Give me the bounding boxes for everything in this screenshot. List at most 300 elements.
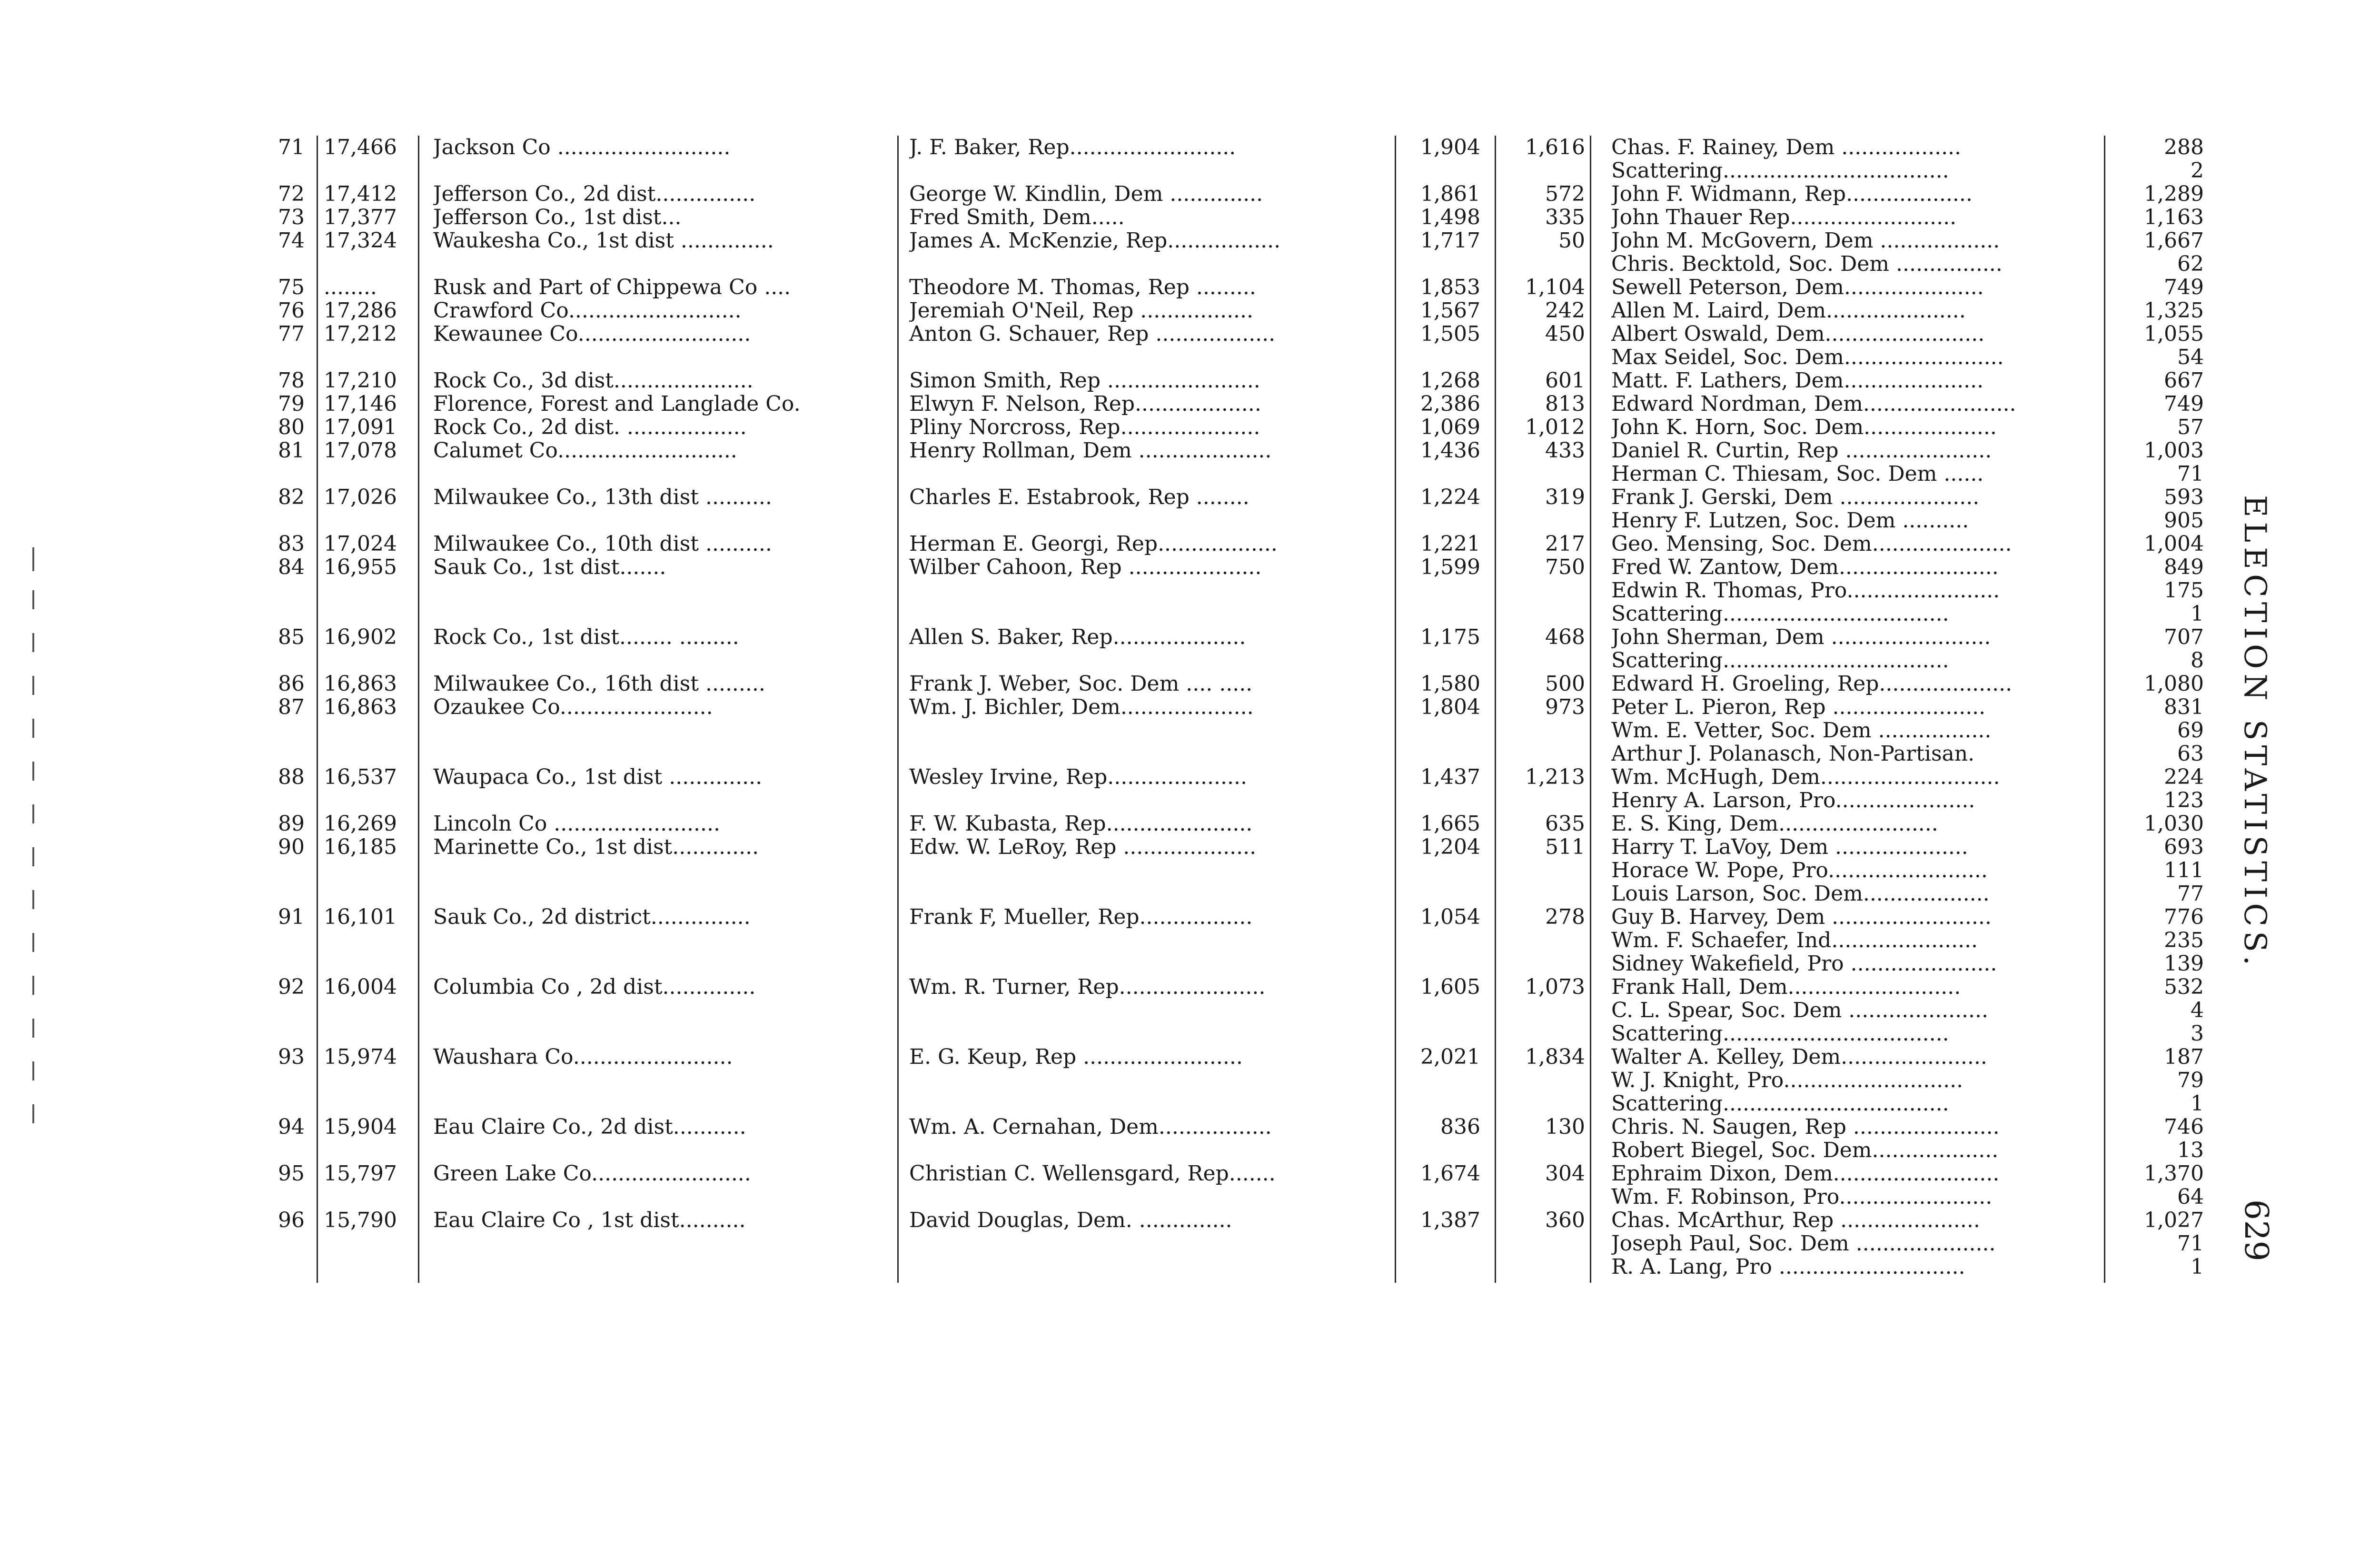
table-row xyxy=(0,392,2380,416)
votes-cell xyxy=(1399,649,1480,673)
opponent-cell: Henry F. Lutzen, Soc. Dem .......... xyxy=(1611,509,1969,533)
population-cell: 17,412 xyxy=(324,182,397,206)
plurality-cell: 433 xyxy=(1545,439,1585,463)
population-cell: 17,146 xyxy=(324,392,397,416)
elected-member-cell: Wilber Cahoon, Rep .................... xyxy=(909,555,1262,579)
rank-cell: 71 xyxy=(278,136,305,159)
opponent-votes-cell: 77 xyxy=(2177,882,2204,906)
votes-cell: 1,221 xyxy=(1420,532,1480,556)
table-row xyxy=(0,835,2380,859)
plurality-cell xyxy=(1504,252,1585,276)
population-cell xyxy=(324,719,409,743)
votes-cell xyxy=(1399,346,1480,369)
plurality-cell xyxy=(1504,929,1585,952)
votes-cell xyxy=(1399,999,1480,1022)
district-cell: Rock Co., 1st dist........ ......... xyxy=(433,625,739,649)
opponent-votes-cell: 288 xyxy=(2164,136,2204,159)
plurality-cell xyxy=(1504,462,1585,486)
table-row xyxy=(0,509,2380,533)
table-row xyxy=(0,625,2380,649)
plurality-cell xyxy=(1504,742,1585,766)
district-cell: Eau Claire Co., 2d dist........... xyxy=(433,1115,746,1139)
opponent-cell: Chas. McArthur, Rep ..................... xyxy=(1611,1209,1980,1232)
rank-cell xyxy=(267,1255,305,1279)
table-row xyxy=(0,579,2380,603)
opponent-cell: Scattering.................................. xyxy=(1611,159,1949,183)
rank-cell xyxy=(267,649,305,673)
district-cell xyxy=(433,789,890,813)
population-cell: 16,185 xyxy=(324,835,397,859)
table-row xyxy=(0,1185,2380,1209)
plurality-cell: 973 xyxy=(1545,695,1585,719)
rank-cell xyxy=(267,999,305,1022)
elected-member-cell: Christian C. Wellensgard, Rep....... xyxy=(909,1162,1276,1186)
district-cell xyxy=(433,159,890,183)
district-cell xyxy=(433,602,890,626)
elected-member-cell: Wm. A. Cernahan, Dem................. xyxy=(909,1115,1272,1139)
table-row xyxy=(0,322,2380,346)
rank-cell xyxy=(267,1022,305,1046)
elected-member-cell: Theodore M. Thomas, Rep ......... xyxy=(909,276,1256,299)
elected-member-cell xyxy=(909,462,1385,486)
elected-member-cell: Wesley Irvine, Rep..................... xyxy=(909,765,1247,789)
population-cell: 17,091 xyxy=(324,416,397,439)
votes-cell xyxy=(1399,602,1480,626)
opponent-votes-cell: 62 xyxy=(2177,252,2204,276)
opponent-votes-cell: 13 xyxy=(2177,1139,2204,1162)
opponent-votes-cell: 175 xyxy=(2164,579,2204,603)
opponent-cell: Scattering.................................. xyxy=(1611,1022,1949,1046)
opponent-cell: Walter A. Kelley, Dem...................... xyxy=(1611,1045,1987,1069)
votes-cell: 1,204 xyxy=(1420,835,1480,859)
plurality-cell xyxy=(1504,1232,1585,1256)
opponent-cell: John Thauer Rep......................... xyxy=(1611,206,1957,229)
plurality-cell: 635 xyxy=(1545,812,1585,836)
opponent-votes-cell: 54 xyxy=(2177,346,2204,369)
table-row xyxy=(0,695,2380,719)
elected-member-cell: E. G. Keup, Rep ........................ xyxy=(909,1045,1243,1069)
opponent-cell: Chas. F. Rainey, Dem .................. xyxy=(1611,136,1962,159)
district-cell xyxy=(433,742,890,766)
opponent-cell: Fred W. Zantow, Dem........................ xyxy=(1611,555,1999,579)
opponent-votes-cell: 593 xyxy=(2164,486,2204,509)
opponent-votes-cell: 235 xyxy=(2164,929,2204,952)
table-row xyxy=(0,1232,2380,1256)
opponent-cell: Max Seidel, Soc. Dem........................ xyxy=(1611,346,2004,369)
district-cell xyxy=(433,1069,890,1092)
table-row xyxy=(0,789,2380,813)
plurality-cell: 242 xyxy=(1545,299,1585,323)
rank-cell: 78 xyxy=(278,369,305,393)
rank-cell xyxy=(267,602,305,626)
elected-member-cell: Anton G. Schauer, Rep .................. xyxy=(909,322,1276,346)
table-row xyxy=(0,882,2380,906)
votes-cell xyxy=(1399,159,1480,183)
population-cell xyxy=(324,789,409,813)
opponent-cell: Frank J. Gerski, Dem ..................... xyxy=(1611,486,1980,509)
district-cell xyxy=(433,252,890,276)
plurality-cell xyxy=(1504,1022,1585,1046)
population-cell: 17,466 xyxy=(324,136,397,159)
opponent-votes-cell: 1,325 xyxy=(2144,299,2204,323)
opponent-votes-cell: 224 xyxy=(2164,765,2204,789)
opponent-cell: R. A. Lang, Pro ............................ xyxy=(1611,1255,1965,1279)
plurality-cell xyxy=(1504,579,1585,603)
votes-cell xyxy=(1399,1185,1480,1209)
population-cell: 16,004 xyxy=(324,975,397,999)
plurality-cell xyxy=(1504,159,1585,183)
votes-cell: 1,268 xyxy=(1420,369,1480,393)
population-cell xyxy=(324,649,409,673)
elected-member-cell: Jeremiah O'Neil, Rep ................. xyxy=(909,299,1254,323)
population-cell xyxy=(324,1022,409,1046)
rank-cell: 73 xyxy=(278,206,305,229)
opponent-votes-cell: 187 xyxy=(2164,1045,2204,1069)
plurality-cell xyxy=(1504,859,1585,882)
opponent-votes-cell: 1,030 xyxy=(2144,812,2204,836)
plurality-cell xyxy=(1504,1092,1585,1116)
elected-member-cell xyxy=(909,1069,1385,1092)
opponent-cell: Harry T. LaVoy, Dem .................... xyxy=(1611,835,1968,859)
opponent-cell: Edwin R. Thomas, Pro....................... xyxy=(1611,579,2000,603)
table-row xyxy=(0,206,2380,229)
plurality-cell xyxy=(1504,1255,1585,1279)
district-cell: Crawford Co.......................... xyxy=(433,299,742,323)
population-cell: 17,212 xyxy=(324,322,397,346)
opponent-votes-cell: 1,003 xyxy=(2144,439,2204,463)
elected-member-cell xyxy=(909,1255,1385,1279)
district-cell: Sauk Co., 2d district............... xyxy=(433,905,751,929)
elected-member-cell: Pliny Norcross, Rep..................... xyxy=(909,416,1260,439)
table-row xyxy=(0,859,2380,882)
district-cell: Jefferson Co., 2d dist............... xyxy=(433,182,756,206)
plurality-cell xyxy=(1504,999,1585,1022)
opponent-cell: Henry A. Larson, Pro..................... xyxy=(1611,789,1975,813)
elected-member-cell xyxy=(909,252,1385,276)
population-cell: 17,024 xyxy=(324,532,397,556)
plurality-cell: 450 xyxy=(1545,322,1585,346)
rank-cell: 76 xyxy=(278,299,305,323)
plurality-cell: 1,834 xyxy=(1525,1045,1585,1069)
district-cell: Lincoln Co ......................... xyxy=(433,812,720,836)
population-cell: 16,863 xyxy=(324,695,397,719)
population-cell: 15,974 xyxy=(324,1045,397,1069)
opponent-votes-cell: 111 xyxy=(2164,859,2204,882)
table-row xyxy=(0,812,2380,836)
elected-member-cell xyxy=(909,1232,1385,1256)
district-cell: Waukesha Co., 1st dist .............. xyxy=(433,229,774,253)
district-cell xyxy=(433,1255,890,1279)
opponent-cell: Wm. McHugh, Dem........................... xyxy=(1611,765,2000,789)
opponent-votes-cell: 776 xyxy=(2164,905,2204,929)
opponent-votes-cell: 79 xyxy=(2177,1069,2204,1092)
plurality-cell: 1,012 xyxy=(1525,416,1585,439)
elected-member-cell xyxy=(909,1185,1385,1209)
district-cell xyxy=(433,952,890,976)
district-cell xyxy=(433,1185,890,1209)
table-row xyxy=(0,1045,2380,1069)
votes-cell xyxy=(1399,1232,1480,1256)
opponent-cell: Edward H. Groeling, Rep.................... xyxy=(1611,672,2013,696)
rank-cell: 87 xyxy=(278,695,305,719)
rank-cell: 86 xyxy=(278,672,305,696)
district-cell xyxy=(433,462,890,486)
table-row xyxy=(0,952,2380,976)
opponent-cell: Daniel R. Curtin, Rep ...................... xyxy=(1611,439,1992,463)
district-cell xyxy=(433,1139,890,1162)
district-cell xyxy=(433,719,890,743)
elected-member-cell xyxy=(909,1022,1385,1046)
opponent-votes-cell: 71 xyxy=(2177,1232,2204,1256)
elected-member-cell xyxy=(909,509,1385,533)
population-cell: 16,863 xyxy=(324,672,397,696)
votes-cell: 1,505 xyxy=(1420,322,1480,346)
opponent-votes-cell: 1,163 xyxy=(2144,206,2204,229)
rank-cell xyxy=(267,252,305,276)
rank-cell xyxy=(267,462,305,486)
elected-member-cell xyxy=(909,742,1385,766)
plurality-cell: 278 xyxy=(1545,905,1585,929)
table-row xyxy=(0,462,2380,486)
opponent-cell: Peter L. Pieron, Rep ....................... xyxy=(1611,695,1986,719)
district-cell: Calumet Co........................... xyxy=(433,439,737,463)
elected-member-cell xyxy=(909,649,1385,673)
table-row xyxy=(0,672,2380,696)
table-row xyxy=(0,136,2380,159)
plurality-cell: 500 xyxy=(1545,672,1585,696)
elected-member-cell xyxy=(909,579,1385,603)
rank-cell xyxy=(267,579,305,603)
population-cell: 15,790 xyxy=(324,1209,397,1232)
table-row xyxy=(0,742,2380,766)
population-cell: 16,101 xyxy=(324,905,397,929)
votes-cell xyxy=(1399,462,1480,486)
elected-member-cell: Wm. J. Bichler, Dem.................... xyxy=(909,695,1254,719)
opponent-cell: Wm. F. Robinson, Pro....................... xyxy=(1611,1185,1993,1209)
votes-cell: 2,021 xyxy=(1420,1045,1480,1069)
rank-cell: 77 xyxy=(278,322,305,346)
rank-cell: 80 xyxy=(278,416,305,439)
running-title: ELECTION STATISTICS. xyxy=(2237,495,2272,971)
population-cell xyxy=(324,1232,409,1256)
district-cell: Columbia Co , 2d dist.............. xyxy=(433,975,756,999)
opponent-votes-cell: 707 xyxy=(2164,625,2204,649)
votes-cell: 1,580 xyxy=(1420,672,1480,696)
opponent-cell: Frank Hall, Dem.......................... xyxy=(1611,975,1961,999)
opponent-votes-cell: 63 xyxy=(2177,742,2204,766)
plurality-cell: 572 xyxy=(1545,182,1585,206)
plurality-cell: 360 xyxy=(1545,1209,1585,1232)
opponent-cell: Matt. F. Lathers, Dem..................... xyxy=(1611,369,1984,393)
plurality-cell xyxy=(1504,719,1585,743)
page-number: 629 xyxy=(2237,1199,2275,1261)
opponent-votes-cell: 1,370 xyxy=(2144,1162,2204,1186)
population-cell xyxy=(324,1255,409,1279)
plurality-cell: 335 xyxy=(1545,206,1585,229)
opponent-cell: Albert Oswald, Dem........................ xyxy=(1611,322,1985,346)
elected-member-cell xyxy=(909,1139,1385,1162)
district-cell: Ozaukee Co....................... xyxy=(433,695,713,719)
opponent-votes-cell: 746 xyxy=(2164,1115,2204,1139)
elected-member-cell: Frank J. Weber, Soc. Dem .... ..... xyxy=(909,672,1253,696)
population-cell xyxy=(324,579,409,603)
votes-cell xyxy=(1399,1022,1480,1046)
votes-cell: 1,567 xyxy=(1420,299,1480,323)
population-cell xyxy=(324,952,409,976)
votes-cell: 1,599 xyxy=(1420,555,1480,579)
district-cell: Rusk and Part of Chippewa Co .... xyxy=(433,276,791,299)
opponent-votes-cell: 64 xyxy=(2177,1185,2204,1209)
elected-member-cell: J. F. Baker, Rep......................... xyxy=(909,136,1236,159)
elected-member-cell: Herman E. Georgi, Rep.................. xyxy=(909,532,1278,556)
population-cell: 16,537 xyxy=(324,765,397,789)
opponent-cell: Edward Nordman, Dem....................... xyxy=(1611,392,2016,416)
district-cell: Milwaukee Co., 16th dist ......... xyxy=(433,672,765,696)
votes-cell: 1,175 xyxy=(1420,625,1480,649)
opponent-cell: Scattering.................................. xyxy=(1611,602,1949,626)
plurality-cell: 1,073 xyxy=(1525,975,1585,999)
rank-cell: 89 xyxy=(278,812,305,836)
table-row xyxy=(0,182,2380,206)
rank-cell: 95 xyxy=(278,1162,305,1186)
opponent-cell: Herman C. Thiesam, Soc. Dem ...... xyxy=(1611,462,1984,486)
opponent-cell: Louis Larson, Soc. Dem................... xyxy=(1611,882,1990,906)
opponent-cell: Geo. Mensing, Soc. Dem..................... xyxy=(1611,532,2012,556)
opponent-cell: Wm. F. Schaefer, Ind...................... xyxy=(1611,929,1978,952)
population-cell xyxy=(324,1185,409,1209)
table-row xyxy=(0,276,2380,299)
table-row xyxy=(0,975,2380,999)
votes-cell: 1,853 xyxy=(1420,276,1480,299)
district-cell xyxy=(433,579,890,603)
votes-cell: 1,904 xyxy=(1420,136,1480,159)
rank-cell: 92 xyxy=(278,975,305,999)
table-row xyxy=(0,1255,2380,1279)
plurality-cell: 304 xyxy=(1545,1162,1585,1186)
population-cell xyxy=(324,252,409,276)
table-row xyxy=(0,765,2380,789)
population-cell: 15,797 xyxy=(324,1162,397,1186)
rank-cell: 94 xyxy=(278,1115,305,1139)
population-cell xyxy=(324,1139,409,1162)
votes-cell xyxy=(1399,929,1480,952)
opponent-cell: Chris. N. Saugen, Rep ...................... xyxy=(1611,1115,2000,1139)
opponent-votes-cell: 749 xyxy=(2164,276,2204,299)
population-cell: ........ xyxy=(324,276,377,299)
district-cell: Sauk Co., 1st dist....... xyxy=(433,555,666,579)
rank-cell xyxy=(267,789,305,813)
opponent-votes-cell: 1 xyxy=(2191,1092,2204,1116)
votes-cell: 1,436 xyxy=(1420,439,1480,463)
population-cell xyxy=(324,509,409,533)
population-cell xyxy=(324,346,409,369)
table-row xyxy=(0,159,2380,183)
rank-cell xyxy=(267,952,305,976)
opponent-cell: Sewell Peterson, Dem..................... xyxy=(1611,276,1984,299)
elected-member-cell xyxy=(909,952,1385,976)
opponent-votes-cell: 905 xyxy=(2164,509,2204,533)
population-cell xyxy=(324,602,409,626)
opponent-votes-cell: 8 xyxy=(2191,649,2204,673)
table-row xyxy=(0,346,2380,369)
population-cell xyxy=(324,929,409,952)
plurality-cell: 319 xyxy=(1545,486,1585,509)
population-cell xyxy=(324,882,409,906)
opponent-cell: Horace W. Pope, Pro........................ xyxy=(1611,859,1988,882)
plurality-cell xyxy=(1504,1185,1585,1209)
table-row xyxy=(0,252,2380,276)
district-cell: Waushara Co........................ xyxy=(433,1045,733,1069)
district-cell xyxy=(433,346,890,369)
opponent-cell: Sidney Wakefield, Pro ...................... xyxy=(1611,952,1997,976)
table-row xyxy=(0,532,2380,556)
elected-member-cell: Charles E. Estabrook, Rep ........ xyxy=(909,486,1250,509)
elected-member-cell xyxy=(909,719,1385,743)
votes-cell: 2,386 xyxy=(1420,392,1480,416)
plurality-cell xyxy=(1504,649,1585,673)
table-row xyxy=(0,1162,2380,1186)
opponent-votes-cell: 1,027 xyxy=(2144,1209,2204,1232)
district-cell xyxy=(433,1092,890,1116)
elected-member-cell xyxy=(909,1092,1385,1116)
rank-cell: 72 xyxy=(278,182,305,206)
votes-cell: 1,861 xyxy=(1420,182,1480,206)
district-cell: Kewaunee Co.......................... xyxy=(433,322,751,346)
opponent-cell: Scattering.................................. xyxy=(1611,1092,1949,1116)
opponent-cell: E. S. King, Dem........................ xyxy=(1611,812,1938,836)
population-cell: 17,026 xyxy=(324,486,397,509)
opponent-votes-cell: 1,055 xyxy=(2144,322,2204,346)
opponent-votes-cell: 3 xyxy=(2191,1022,2204,1046)
opponent-votes-cell: 2 xyxy=(2191,159,2204,183)
rank-cell xyxy=(267,742,305,766)
opponent-votes-cell: 831 xyxy=(2164,695,2204,719)
votes-cell: 1,069 xyxy=(1420,416,1480,439)
table-row xyxy=(0,649,2380,673)
district-cell xyxy=(433,999,890,1022)
plurality-cell: 1,213 xyxy=(1525,765,1585,789)
opponent-cell: Allen M. Laird, Dem..................... xyxy=(1611,299,1966,323)
population-cell xyxy=(324,462,409,486)
votes-cell: 1,498 xyxy=(1420,206,1480,229)
rank-cell xyxy=(267,929,305,952)
votes-cell xyxy=(1399,719,1480,743)
table-row xyxy=(0,1022,2380,1046)
elected-member-cell: Wm. R. Turner, Rep...................... xyxy=(909,975,1266,999)
opponent-votes-cell: 123 xyxy=(2164,789,2204,813)
opponent-votes-cell: 1 xyxy=(2191,1255,2204,1279)
elected-member-cell xyxy=(909,346,1385,369)
opponent-cell: Chris. Becktold, Soc. Dem ................ xyxy=(1611,252,2003,276)
elected-member-cell: Edw. W. LeRoy, Rep .................... xyxy=(909,835,1257,859)
elected-member-cell: David Douglas, Dem. .............. xyxy=(909,1209,1232,1232)
rank-cell: 83 xyxy=(278,532,305,556)
opponent-cell: Ephraim Dixon, Dem......................... xyxy=(1611,1162,2000,1186)
opponent-cell: John M. McGovern, Dem .................. xyxy=(1611,229,2000,253)
opponent-cell: John F. Widmann, Rep................... xyxy=(1611,182,1973,206)
opponent-votes-cell: 532 xyxy=(2164,975,2204,999)
rank-cell: 90 xyxy=(278,835,305,859)
plurality-cell: 601 xyxy=(1545,369,1585,393)
table-row xyxy=(0,229,2380,253)
population-cell: 16,902 xyxy=(324,625,397,649)
opponent-votes-cell: 1,667 xyxy=(2144,229,2204,253)
population-cell xyxy=(324,859,409,882)
votes-cell xyxy=(1399,742,1480,766)
rank-cell: 75 xyxy=(278,276,305,299)
opponent-cell: Wm. E. Vetter, Soc. Dem ................. xyxy=(1611,719,1992,743)
elected-member-cell: Fred Smith, Dem..... xyxy=(909,206,1125,229)
